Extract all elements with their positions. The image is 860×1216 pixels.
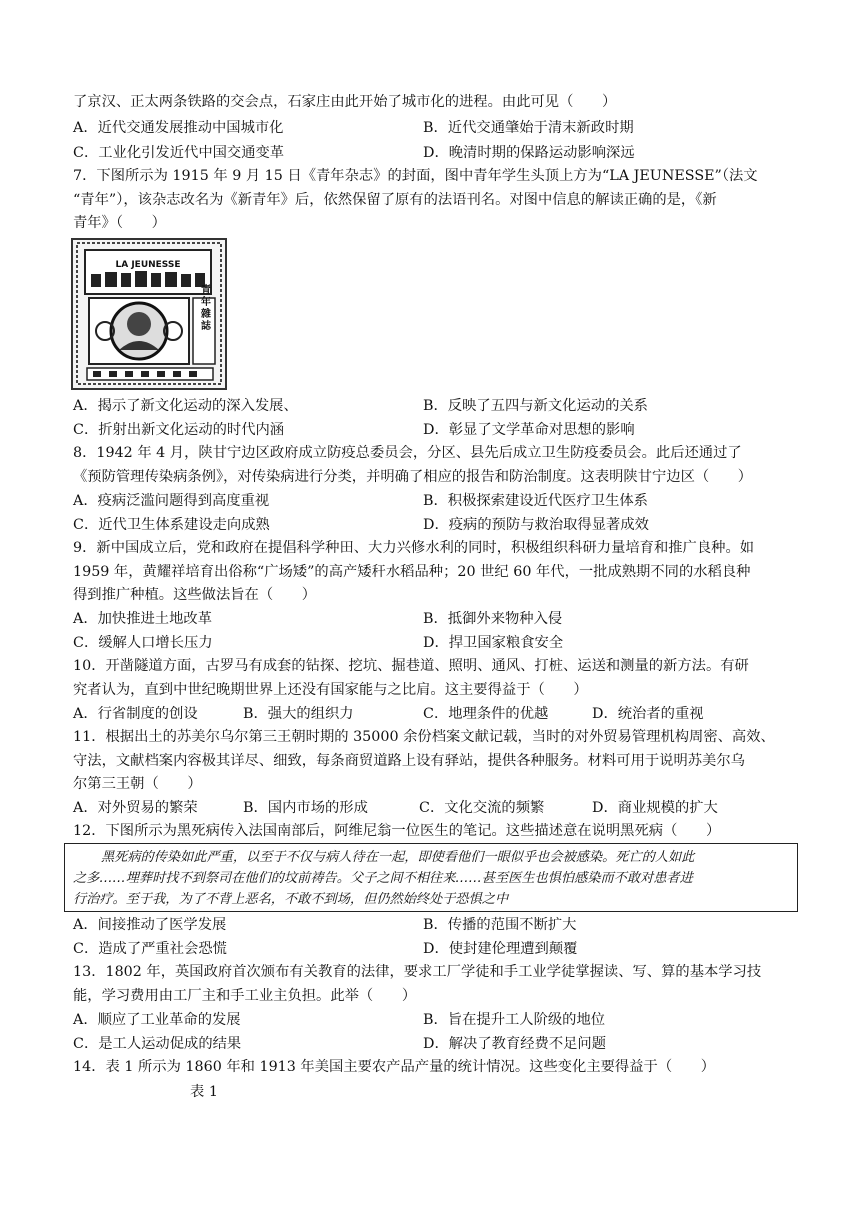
q11-option-c[interactable]: C．文化交流的频繁 <box>419 800 545 816</box>
q10-option-b[interactable]: B．强大的组织力 <box>243 706 354 722</box>
q7-stem-2: “青年”），该杂志改名为《新青年》后，依然保留了原有的法语刊名。对图中信息的解读正确的是，《新 <box>73 192 717 208</box>
q8-option-d[interactable]: D．疫病的预防与救治取得显著成效 <box>423 517 649 533</box>
q13-option-b[interactable]: B．旨在提升工人阶级的地位 <box>423 1012 606 1028</box>
q8-stem-1: 8．1942 年 4 月，陕甘宁边区政府成立防疫总委员会，分区、县先后成立卫生防疫委员会。此后还通过了 <box>73 445 742 461</box>
q12-stem-1: 12．下图所示为黑死病传入法国南部后，阿维尼翁一位医生的笔记。这些描述意在说明黑死病（ ） <box>73 823 721 839</box>
q11-stem-3: 尔第三王朝（ ） <box>73 776 202 792</box>
q7-options-row1 <box>73 396 793 416</box>
q12-options-row1 <box>73 915 793 935</box>
q7-options-row2 <box>73 420 793 440</box>
q11-option-d[interactable]: D．商业规模的扩大 <box>592 800 718 816</box>
q9-stem-1: 9．新中国成立后，党和政府在提倡科学种田、大力兴修水利的同时，积极组织科研力量培育和推广良种。如 <box>73 540 755 556</box>
q6-option-a[interactable]: A．近代交通发展推动中国城市化 <box>73 120 284 136</box>
q7-option-d[interactable]: D．彰显了文学革命对思想的影响 <box>423 422 635 438</box>
q14-stem-1: 14．表 1 所示为 1860 年和 1913 年美国主要农产品产量的统计情况。这些变化主要得益于（ ） <box>73 1059 716 1075</box>
q13-option-a[interactable]: A．顺应了工业革命的发展 <box>73 1012 241 1028</box>
q11-option-a[interactable]: A．对外贸易的繁荣 <box>73 800 198 816</box>
doctor-notes-box <box>64 843 798 912</box>
q11-stem-1: 11．根据出土的苏美尔乌尔第三王朝时期的 35000 余份档案文献记载，当时的对外贸易管理机构周密、高效、 <box>73 729 775 745</box>
q10-option-c[interactable]: C．地理条件的优越 <box>423 706 549 722</box>
q7-stem-1: 7．下图所示为 1915 年 9 月 15 日《青年杂志》的封面，图中青年学生头顶上方为“LA JEUNESSE”（法文 <box>73 168 758 184</box>
q11-option-b[interactable]: B．国内市场的形成 <box>243 800 368 816</box>
q11-options-row <box>73 798 793 818</box>
q10-stem-2: 究者认为，直到中世纪晚期世界上还没有国家能与之比肩。这主要得益于（ ） <box>73 682 588 698</box>
q13-stem-2: 能，学习费用由工厂主和手工业主负担。此举（ ） <box>73 988 417 1004</box>
q12-option-c[interactable]: C．造成了严重社会恐慌 <box>73 941 227 957</box>
q8-options-row2 <box>73 515 793 535</box>
q12-option-a[interactable]: A．间接推动了医学发展 <box>73 917 227 933</box>
q7-option-c[interactable]: C．折射出新文化运动的时代内涵 <box>73 422 285 438</box>
q9-option-d[interactable]: D．捍卫国家粮食安全 <box>423 635 564 651</box>
q6-option-b[interactable]: B．近代交通肇始于清末新政时期 <box>423 120 634 136</box>
q10-stem-1: 10．开凿隧道方面，古罗马有成套的钻探、挖坑、掘巷道、照明、通风、打桩、运送和测量的新方法。有研 <box>73 658 749 674</box>
q12-option-d[interactable]: D．使封建伦理遭到颠覆 <box>423 941 578 957</box>
q6-option-d[interactable]: D．晚清时期的保路运动影响深远 <box>423 145 635 161</box>
q10-option-d[interactable]: D．统治者的重视 <box>592 706 704 722</box>
q9-option-c[interactable]: C．缓解人口增长压力 <box>73 635 213 651</box>
q7-option-a[interactable]: A．揭示了新文化运动的深入发展、 <box>73 398 298 414</box>
q12-option-b[interactable]: B．传播的范围不断扩大 <box>423 917 577 933</box>
q9-options-row2 <box>73 633 793 653</box>
q7-option-b[interactable]: B．反映了五四与新文化运动的关系 <box>423 398 648 414</box>
q13-option-c[interactable]: C．是工人运动促成的结果 <box>73 1036 242 1052</box>
q9-stem-2: 1959 年，黄耀祥培育出俗称“广场矮”的高产矮秆水稻品种；20 世纪 60 年代，一批成熟期不同的水稻良种 <box>73 564 751 580</box>
q8-option-b[interactable]: B．积极探索建设近代医疗卫生体系 <box>423 493 648 509</box>
q8-stem-2: 《预防管理传染病条例》，对传染病进行分类，并明确了相应的报告和防治制度。这表明陕甘宁边区（ ） <box>73 469 753 485</box>
q6-option-c[interactable]: C．工业化引发近代中国交通变革 <box>73 145 285 161</box>
q8-option-a[interactable]: A．疫病泛滥问题得到高度重视 <box>73 493 270 509</box>
q9-option-b[interactable]: B．抵御外来物种入侵 <box>423 611 563 627</box>
q10-options-row <box>73 704 793 724</box>
q10-option-a[interactable]: A．行省制度的创设 <box>73 706 198 722</box>
magazine-cover-image <box>71 238 227 390</box>
q6-stem-tail: 了京汉、正太两条铁路的交会点，石家庄由此开始了城市化的进程。由此可见（ ） <box>73 94 617 110</box>
quote-line-2: 之多……埋葬时找不到祭司在他们的坟前祷告。父子之间不相往来……甚至医生也惧怕感染而不敢对患者进 <box>73 871 693 886</box>
q11-stem-2: 守法，文献档案内容极其详尽、细致，每条商贸道路上设有驿站，提供各种服务。材料可用于说明苏美尔乌 <box>73 753 745 769</box>
q7-stem-3: 青年》（ ） <box>73 215 166 231</box>
q13-options-row1 <box>73 1010 793 1030</box>
q13-option-d[interactable]: D．解决了教育经费不足问题 <box>423 1036 607 1052</box>
q13-options-row2 <box>73 1034 793 1054</box>
cover-title: LA JEUNESSE <box>115 260 181 270</box>
quote-line-1: 黑死病的传染如此严重，以至于不仅与病人待在一起，即使看他们一眼似乎也会被感染。死亡的人如此 <box>101 850 695 865</box>
q8-options-row1 <box>73 491 793 511</box>
q12-options-row2 <box>73 939 793 959</box>
table-caption: 表 1 <box>190 1084 218 1100</box>
quote-line-3: 行治疗。至于我，为了不背上恶名，不敢不到场，但仍然始终处于恐惧之中 <box>73 892 509 907</box>
q6-options-row2 <box>73 143 793 163</box>
q9-options-row1 <box>73 609 793 629</box>
q9-option-a[interactable]: A．加快推进土地改革 <box>73 611 212 627</box>
q8-option-c[interactable]: C．近代卫生体系建设走向成熟 <box>73 517 270 533</box>
cover-side-text: 青年雜誌 <box>198 284 210 332</box>
q13-stem-1: 13．1802 年，英国政府首次颁布有关教育的法律，要求工厂学徒和手工业学徒掌握读、写、算的基本学习技 <box>73 964 762 980</box>
q9-stem-3: 得到推广种植。这些做法旨在（ ） <box>73 587 317 603</box>
q6-options-row1 <box>73 118 793 138</box>
